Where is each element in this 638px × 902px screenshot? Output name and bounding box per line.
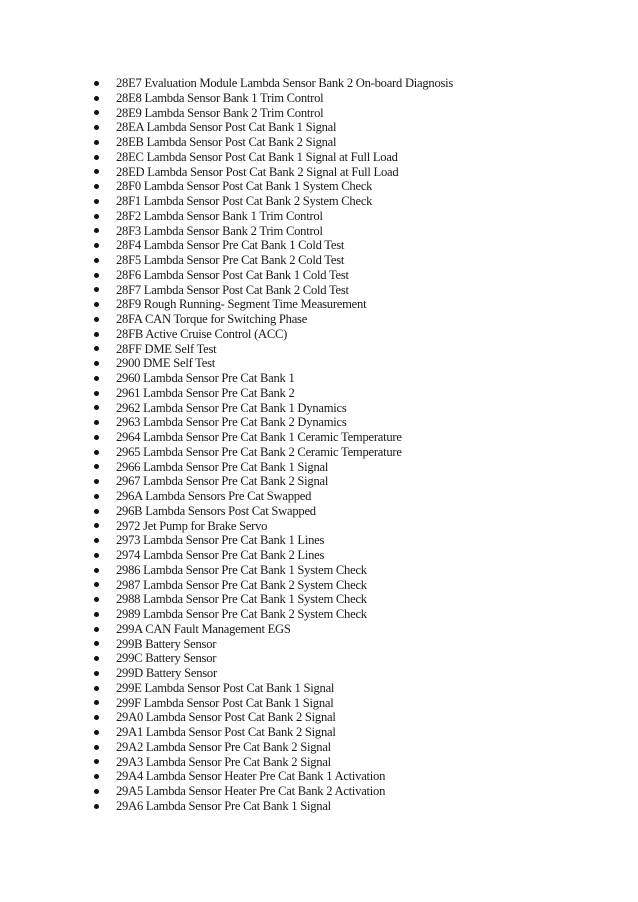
list-item (92, 592, 612, 607)
bullet-icon (94, 553, 99, 558)
list-item (92, 106, 612, 121)
bullet-icon (94, 612, 99, 617)
list-item-text: 2962 Lambda Sensor Pre Cat Bank 1 Dynamics (116, 400, 347, 415)
bullet-icon (94, 730, 99, 735)
bullet-icon (94, 376, 99, 381)
list-item-text: 2973 Lambda Sensor Pre Cat Bank 1 Lines (116, 533, 325, 548)
bullet-icon (94, 287, 99, 292)
list-item (92, 445, 612, 460)
bullet-icon (94, 523, 99, 528)
list-item (92, 696, 612, 711)
bullet-icon (94, 700, 99, 705)
list-item (92, 165, 612, 180)
list-item (92, 312, 612, 327)
bullet-icon (94, 228, 99, 233)
list-item-text: 2964 Lambda Sensor Pre Cat Bank 1 Ceramic Temperature (116, 430, 402, 444)
bullet-icon (94, 214, 99, 219)
list-item (92, 371, 612, 386)
list-item-text: 28F9 Rough Running- Segment Time Measurement (116, 297, 367, 312)
list-item-text: 296A Lambda Sensors Pre Cat Swapped (116, 489, 312, 503)
bullet-icon (94, 656, 99, 661)
bullet-icon (94, 538, 99, 543)
list-item-text: 28F7 Lambda Sensor Post Cat Bank 2 Cold Test (116, 282, 349, 297)
list-item (92, 578, 612, 593)
bullet-icon (94, 494, 99, 499)
list-item-text: 29A4 Lambda Sensor Heater Pre Cat Bank 1 Activation (116, 769, 386, 784)
list-item-text: 2989 Lambda Sensor Pre Cat Bank 2 System Check (116, 607, 367, 621)
list-item-text: 29A1 Lambda Sensor Post Cat Bank 2 Signal (116, 725, 336, 739)
list-item (92, 607, 612, 622)
list-item (92, 401, 612, 416)
list-item (92, 253, 612, 268)
list-item (92, 563, 612, 578)
bullet-icon (94, 155, 99, 160)
list-item-text: 2960 Lambda Sensor Pre Cat Bank 1 (116, 371, 295, 385)
list-item-text: 2963 Lambda Sensor Pre Cat Bank 2 Dynamics (116, 415, 347, 430)
bullet-icon (94, 804, 99, 809)
bullet-icon (94, 302, 99, 307)
list-item (92, 622, 612, 637)
list-item (92, 179, 612, 194)
list-item-text: 29A3 Lambda Sensor Pre Cat Bank 2 Signal (116, 754, 331, 769)
list-item (92, 283, 612, 298)
bullet-icon (94, 110, 99, 115)
list-item-text: 29A0 Lambda Sensor Post Cat Bank 2 Signal (116, 710, 336, 725)
list-item-text: 299F Lambda Sensor Post Cat Bank 1 Signal (116, 695, 334, 710)
list-item-text: 28ED Lambda Sensor Post Cat Bank 2 Signal at Full Load (116, 164, 399, 179)
list-item-text: 299C Battery Sensor (116, 651, 217, 666)
list-item-text: 2987 Lambda Sensor Pre Cat Bank 2 System Check (116, 577, 367, 592)
list-item-text: 28F2 Lambda Sensor Bank 1 Trim Control (116, 208, 323, 223)
list-item (92, 194, 612, 209)
list-item (92, 666, 612, 681)
list-item-text: 28E8 Lambda Sensor Bank 1 Trim Control (116, 90, 324, 105)
list-item-text: 28FF DME Self Test (116, 341, 217, 356)
list-item (92, 769, 612, 784)
list-item-text: 28F3 Lambda Sensor Bank 2 Trim Control (116, 223, 323, 238)
list-item (92, 710, 612, 725)
bullet-icon (94, 759, 99, 764)
list-item-text: 28F1 Lambda Sensor Post Cat Bank 2 System Check (116, 194, 373, 208)
bullet-icon (94, 745, 99, 750)
list-item (92, 460, 612, 475)
list-item (92, 150, 612, 165)
bullet-icon (94, 346, 99, 351)
list-item-text: 29A2 Lambda Sensor Pre Cat Bank 2 Signal (116, 739, 331, 754)
bullet-icon (94, 568, 99, 573)
list-item (92, 297, 612, 312)
bullet-icon (94, 671, 99, 676)
list-item-text: 2986 Lambda Sensor Pre Cat Bank 1 System Check (116, 562, 367, 577)
list-item-text: 28F6 Lambda Sensor Post Cat Bank 1 Cold Test (116, 267, 349, 282)
list-item (92, 755, 612, 770)
list-item (92, 637, 612, 652)
bullet-icon (94, 405, 99, 410)
bullet-icon (94, 169, 99, 174)
list-item (92, 76, 612, 91)
bullet-icon (94, 361, 99, 366)
list-item (92, 504, 612, 519)
list-item (92, 740, 612, 755)
bullet-icon (94, 774, 99, 779)
list-item (92, 356, 612, 371)
list-item (92, 784, 612, 799)
list-item-text: 28F5 Lambda Sensor Pre Cat Bank 2 Cold Test (116, 253, 345, 267)
list-item (92, 209, 612, 224)
list-item (92, 342, 612, 357)
list-item (92, 238, 612, 253)
list-item-text: 2974 Lambda Sensor Pre Cat Bank 2 Lines (116, 548, 325, 562)
list-item (92, 533, 612, 548)
list-item (92, 135, 612, 150)
list-item (92, 386, 612, 401)
list-item (92, 268, 612, 283)
list-item (92, 224, 612, 239)
bullet-icon (94, 479, 99, 484)
bullet-icon (94, 243, 99, 248)
list-item-text: 28EC Lambda Sensor Post Cat Bank 1 Signal at Full Load (116, 149, 398, 164)
bullet-icon (94, 789, 99, 794)
list-item (92, 91, 612, 106)
list-item-text: 2961 Lambda Sensor Pre Cat Bank 2 (116, 385, 295, 400)
bullet-icon (94, 715, 99, 720)
list-item-text: 2965 Lambda Sensor Pre Cat Bank 2 Ceramic Temperature (116, 444, 402, 459)
list-item-text: 28E7 Evaluation Module Lambda Sensor Bank 2 On-board Diagnosis (116, 76, 454, 90)
list-item (92, 415, 612, 430)
list-item-text: 299D Battery Sensor (116, 666, 217, 680)
list-item (92, 651, 612, 666)
fault-code-list (92, 76, 612, 814)
list-item-text: 2900 DME Self Test (116, 356, 215, 371)
bullet-icon (94, 81, 99, 86)
list-item (92, 430, 612, 445)
bullet-icon (94, 464, 99, 469)
list-item-text: 2966 Lambda Sensor Pre Cat Bank 1 Signal (116, 459, 329, 474)
bullet-icon (94, 450, 99, 455)
bullet-icon (94, 597, 99, 602)
list-item (92, 681, 612, 696)
list-item-text: 2972 Jet Pump for Brake Servo (116, 518, 268, 533)
list-item-text: 28FA CAN Torque for Switching Phase (116, 312, 308, 326)
list-item-text: 299A CAN Fault Management EGS (116, 621, 291, 636)
bullet-icon (94, 258, 99, 263)
list-item-text: 299E Lambda Sensor Post Cat Bank 1 Signal (116, 680, 335, 695)
list-item (92, 327, 612, 342)
bullet-icon (94, 641, 99, 646)
bullet-icon (94, 184, 99, 189)
list-item-text: 29A5 Lambda Sensor Heater Pre Cat Bank 2 Activation (116, 784, 386, 798)
bullet-icon (94, 273, 99, 278)
bullet-icon (94, 420, 99, 425)
bullet-icon (94, 435, 99, 440)
list-item-text: 28F0 Lambda Sensor Post Cat Bank 1 System Check (116, 179, 373, 194)
list-item (92, 519, 612, 534)
bullet-icon (94, 125, 99, 130)
list-item (92, 548, 612, 563)
bullet-icon (94, 140, 99, 145)
list-item-text: 296B Lambda Sensors Post Cat Swapped (116, 503, 316, 518)
list-item (92, 799, 612, 814)
bullet-icon (94, 582, 99, 587)
bullet-icon (94, 509, 99, 514)
list-item-text: 28EA Lambda Sensor Post Cat Bank 1 Signal (116, 120, 337, 135)
bullet-icon (94, 317, 99, 322)
bullet-icon (94, 686, 99, 691)
list-item-text: 299B Battery Sensor (116, 636, 217, 651)
bullet-icon (94, 96, 99, 101)
list-item (92, 725, 612, 740)
list-item-text: 28FB Active Cruise Control (ACC) (116, 326, 288, 341)
list-item-text: 28EB Lambda Sensor Post Cat Bank 2 Signal (116, 135, 337, 149)
bullet-icon (94, 332, 99, 337)
list-item-text: 2988 Lambda Sensor Pre Cat Bank 1 System Check (116, 592, 367, 607)
list-item (92, 474, 612, 489)
list-item-text: 29A6 Lambda Sensor Pre Cat Bank 1 Signal (116, 798, 331, 813)
bullet-icon (94, 199, 99, 204)
list-item-text: 28F4 Lambda Sensor Pre Cat Bank 1 Cold Test (116, 238, 345, 253)
list-item-text: 28E9 Lambda Sensor Bank 2 Trim Control (116, 105, 324, 120)
bullet-icon (94, 627, 99, 632)
list-item-text: 2967 Lambda Sensor Pre Cat Bank 2 Signal (116, 474, 329, 489)
bullet-icon (94, 391, 99, 396)
list-item (92, 120, 612, 135)
list-item (92, 489, 612, 504)
